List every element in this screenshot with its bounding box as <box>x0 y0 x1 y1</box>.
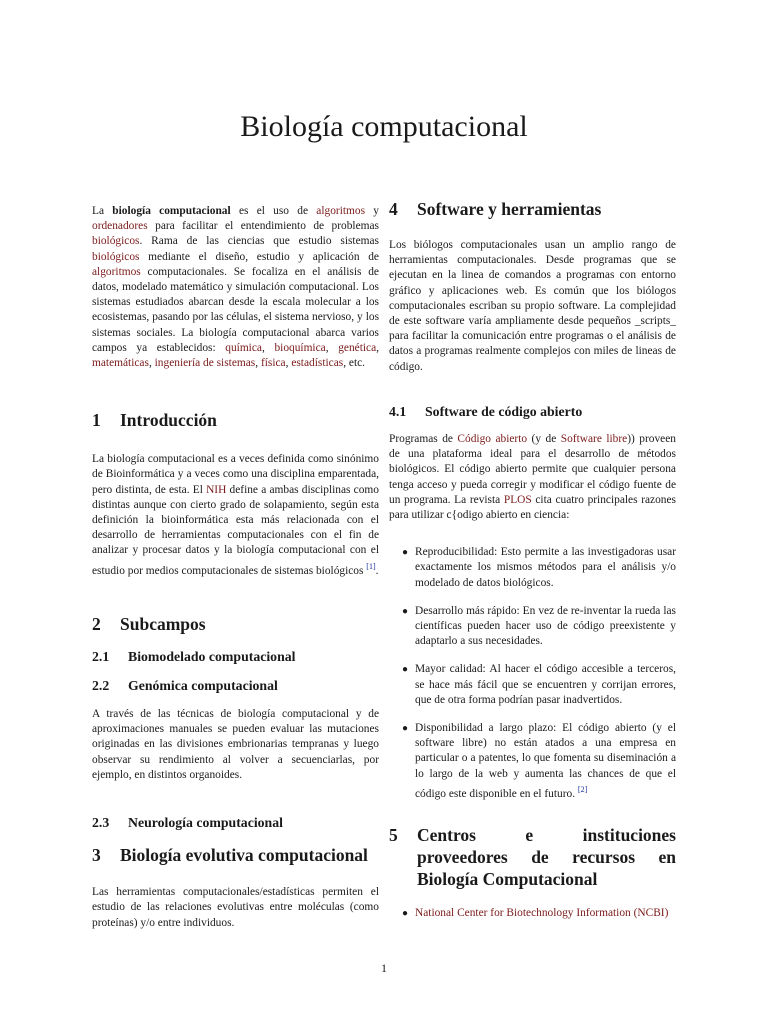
section-2-2-paragraph: A través de las técnicas de biología computacional y de aproximaciones manuales se pueden evaluar las mutaciones originadas en las divisiones embrionarias tempranas y luego observar su rendimiento al volver a secuenciarlas, por ejemplo, en distintos organoides. <box>92 708 379 781</box>
list-item <box>402 906 676 921</box>
link-ingenieria[interactable]: ingeniería de sistemas <box>154 357 256 370</box>
list-item: ● Desarrollo más rápido: En vez de re-inventar la rueda las científicas pueden hacer uso de código preexistente y adaptarlo a sus necesidades. <box>402 604 676 648</box>
section-4-1-heading: 4.1 Software de código abierto <box>389 403 583 419</box>
bullet-icon: ● <box>402 605 409 617</box>
link-ncbi[interactable]: National Center for Biotechnology Information (NCBI) <box>415 906 669 919</box>
reasons-list <box>389 545 676 802</box>
page-title: Biología computacional <box>240 110 528 143</box>
bullet-icon: ● <box>402 907 409 919</box>
link-fisica[interactable]: física <box>260 357 286 370</box>
link-software-libre[interactable]: Software libre <box>560 433 628 446</box>
section-2-heading: 2 Subcampos <box>92 613 206 634</box>
section-2-1-heading: 2.1 Biomodelado computacional <box>92 648 296 664</box>
page-number: 1 <box>381 961 387 975</box>
link-nih[interactable]: NIH <box>206 483 227 496</box>
section-2-3-heading: 2.3 Neurología computacional <box>92 815 283 831</box>
right-column <box>389 198 676 934</box>
left-column <box>92 198 379 931</box>
link-codigo-abierto[interactable]: Código abierto <box>457 433 528 446</box>
ref-2[interactable]: [2] <box>577 784 588 794</box>
bullet-icon: ● <box>402 664 409 676</box>
link-matematicas[interactable]: matemáticas <box>92 357 149 370</box>
section-3-heading: 3 Biología evolutiva computacional <box>92 845 368 866</box>
list-item: ● Disponibilidad a largo plazo: El código abierto (y el software libre) no están atados a una empresa en particular o a patentes, lo que fomenta su diseminación a lo largo de la web y aumenta las chances de que el código este disponible en el futuro. [2] <box>402 722 676 800</box>
bullet-icon: ● <box>402 723 409 735</box>
link-biologicos[interactable]: biológicos <box>92 235 140 248</box>
section-4-paragraph: Los biólogos computacionales usan un amplio rango de herramientas computacionales. Desde programas que se ejecutan en la linea de comandos a programas con entorno gráfico y aplicaciones web. Es común que los biólogos computacionales escriban su propio software. La complejidad de este software varía ampliamente desde pequeños _scripts_ para facilitar la comunicación entre programas o el análisis de datos a programas realmente complejos con miles de lineas de código. <box>389 239 676 373</box>
link-biologicos-2[interactable]: biológicos <box>92 250 140 263</box>
intro-paragraph: La biología computacional es el uso de algoritmos y ordenadores para facilitar el entendimiento de problemas biológicos. Rama de las ciencias que estudio sistemas biológicos mediante el diseño, estudio y aplicación de algoritmos computacionales. Se focaliza en el análisis de datos, modelado matemático y simulación computacional. Los sistemas estudiados abarcan desde la escala molecular a los ecosistemas, pasando por las células, el sistema nervioso, y los sistemas sociales. La biología computacional abarca varios campos ya establecidos: química, bioquímica, genética, matemáticas, ingeniería de sistemas, física, estadísticas, etc. <box>92 205 379 370</box>
section-2-2-heading: 2.2 Genómica computacional <box>92 677 278 693</box>
link-estadisticas[interactable]: estadísticas <box>291 357 344 370</box>
link-plos[interactable]: PLOS <box>503 493 532 506</box>
centers-list <box>389 906 676 921</box>
ref-1[interactable]: [1] <box>366 561 376 571</box>
link-quimica[interactable]: química <box>225 341 262 354</box>
section-1-heading: 1 Introducción <box>92 410 217 431</box>
bullet-icon: ● <box>402 547 409 559</box>
list-item: ● Mayor calidad: Al hacer el código accesible a terceros, se hace más fácil que se encuentren y corrijan errores, que de otra forma podrían pasar inadvertidos. <box>402 663 676 706</box>
link-ordenadores[interactable]: ordenadores <box>92 220 148 233</box>
list-item: ● Reproducibilidad: Esto permite a las investigadoras usar exactamente los mismos métodos para el análisis y/o modelado de datos biológicos. <box>402 546 676 589</box>
section-3-paragraph: Las herramientas computacionales/estadísticas permiten el estudio de las relaciones evolutivas entre moléculas (como proteínas) y/o entre individuos. <box>92 886 379 929</box>
link-algoritmos-2[interactable]: algoritmos <box>92 265 141 278</box>
link-algoritmos[interactable]: algoritmos <box>316 205 366 217</box>
section-4-1-paragraph: Programas de Código abierto (y de Software libre)) proveen de una plataforma ideal para el desarrollo de métodos biológicos. El código abierto permite que cualquier persona tenga acceso y pueda corregir y modificar el código fuente de un programa. La revista PLOS cita cuatro principales razones para utilizar c{odigo abierto en ciencia: <box>389 433 676 522</box>
section-4-heading: 4 Software y herramientas <box>389 199 602 219</box>
section-5-heading: 5 Centros e instituciones proveedores de recursos en Biología Computacional <box>389 824 676 889</box>
link-genetica[interactable]: genética <box>338 341 377 354</box>
section-1-paragraph: La biología computacional es a veces definida como sinónimo de Bioinformática y a veces como una disciplina emparentada, pero distinta, de esta. El NIH define a ambas disciplinas como distintas aunque con cierto grado de solapamiento, según esta definición la bioinformática esta más relacionada con el desarrollo de herramientas computacionales con el fin de analizar y procesar datos y la biología computacional con el estudio por medios computacionales de sistemas biológicos [1]. <box>92 453 379 577</box>
link-bioquimica[interactable]: bioquímica <box>274 341 326 354</box>
